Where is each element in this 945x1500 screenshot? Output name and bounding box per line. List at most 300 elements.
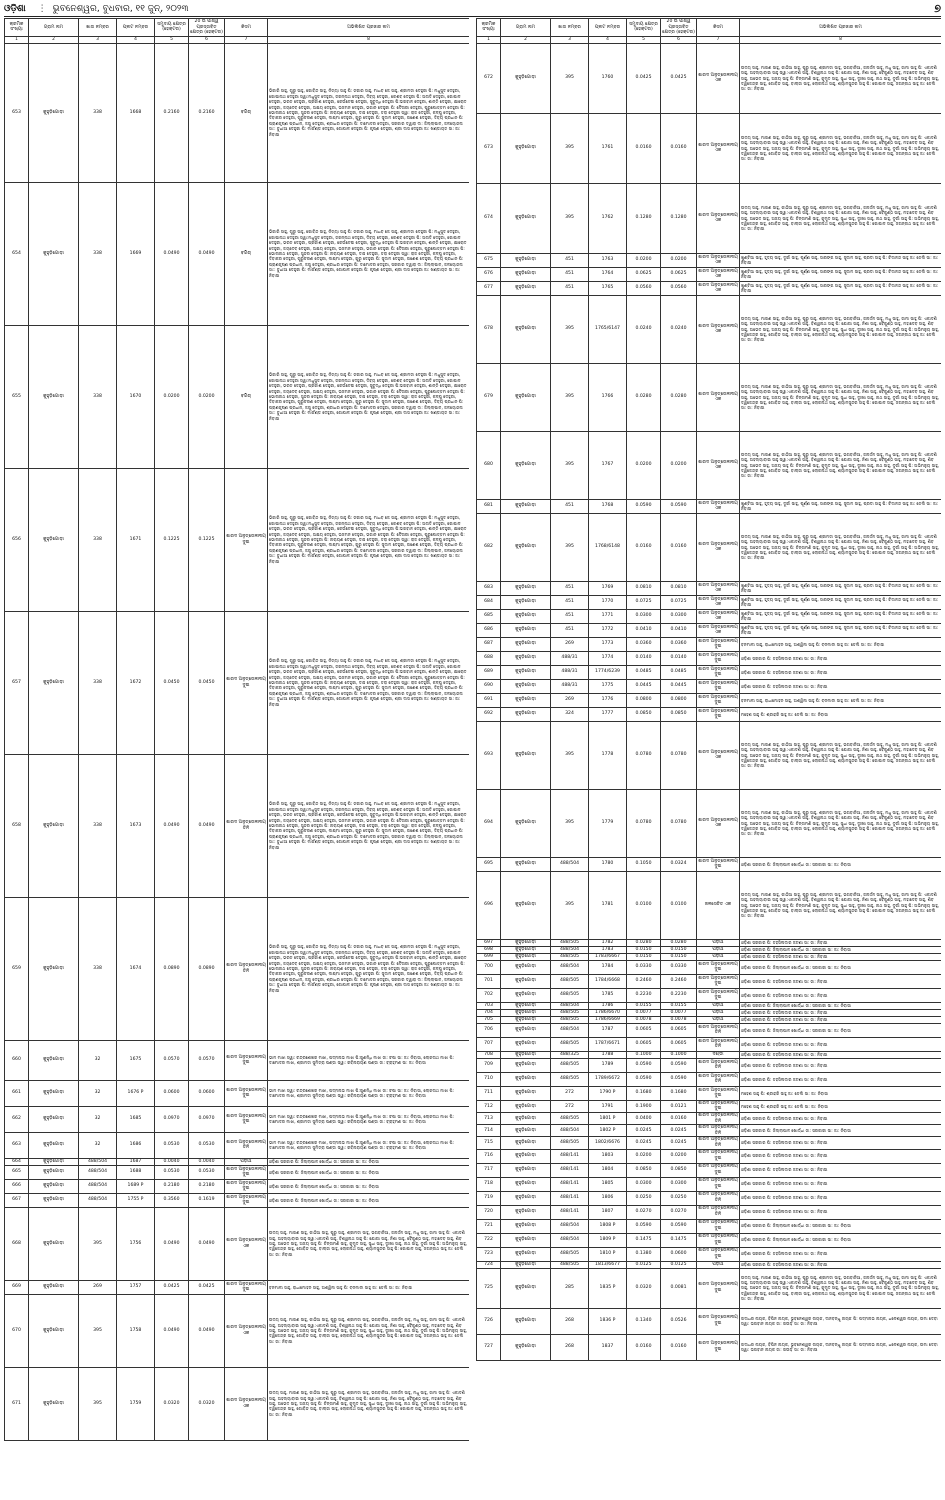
village-cell: କୁହୁଡ଼ିଗୋଡ଼ା [501, 183, 551, 253]
total-area-cell: 0.0725 [627, 595, 661, 609]
total-area-cell: 0.0570 [155, 1040, 189, 1080]
owner-names-cell: ଓଡ଼ିଶା ସରକାର ପି: ତହସିଲଦାର ଜଟଣୀ ସା: ଜା: ନିବାସୀ [740, 1016, 942, 1023]
owner-names-cell: ଓଡ଼ିଶା ସରକାର ପି: ତହସିଲଦାର ଜଟଣୀ ସା: ଜା: ନିବାସୀ [740, 1191, 942, 1205]
khata-cell: 488/505 [551, 1058, 589, 1072]
column-header: ଖାତା ନମ୍ବର [551, 19, 589, 37]
total-area-cell: 0.0780 [627, 789, 661, 857]
khata-cell: 395 [551, 363, 589, 431]
table-row [5, 1179, 470, 1193]
table-row [477, 253, 942, 267]
total-area-cell: 0.0425 [627, 43, 661, 113]
owner-names-cell: ବନମାଳୀ ସାହୁ, ରାଧାମୋହନ ସାହୁ, ଅଶ୍ୱିନୀ ସାହୁ ପି: ବନମାଳୀ ସାହୁ ଜା: ତେଲି ସା: ଜା: ନିବାସୀ [740, 693, 942, 707]
table-row [5, 1193, 470, 1207]
table-row [477, 499, 942, 513]
khata-cell: 338 [79, 43, 117, 182]
table-row [477, 363, 942, 431]
total-area-cell: 0.0590 [627, 1219, 661, 1233]
column-number-row [5, 36, 470, 43]
column-number: 2 [501, 36, 551, 43]
column-number: 6 [661, 36, 697, 43]
owner-names-cell: ଓଡ଼ିଶା ସରକାର ପି: ତହସିଲଦାର ଜଟଣୀ ସା: ଜା: ନିବାସୀ [740, 1177, 942, 1191]
owner-names-cell: ଓଡ଼ିଶା ସରକାର ପି: ତହସିଲଦାର ଜଟଣୀ ସା: ଜା: ନିବାସୀ [740, 974, 942, 988]
kisam-cell: ଶାରଦ ଅନୁତ୍ତୋଳନୀୟ ଦୁଇ [697, 1334, 740, 1360]
serial-cell: 692 [477, 707, 501, 721]
kisam-cell: ଶାରଦ ଅନୁତ୍ତୋଳନୀୟ ଏକ [225, 1207, 268, 1280]
village-cell: କୁହୁଡ଼ିଗୋଡ଼ା [501, 1037, 551, 1051]
table-row [477, 789, 942, 857]
plot-cell: 1807 [589, 1205, 627, 1219]
serial-cell: 723 [477, 1247, 501, 1261]
plot-cell: 1669 [117, 182, 155, 325]
table-row [477, 623, 942, 637]
owner-names-cell: ଓଡ଼ିଶା ସରକାର ପି: ତହସିଲଦାର ଜଟଣୀ ସା: ଜା: ନିବାସୀ [740, 953, 942, 960]
total-area-cell: 0.0605 [627, 1023, 661, 1037]
column-header: ଅଭିଲିଖିତ ପ୍ରଜାର ନାମ [268, 19, 470, 37]
village-cell: କୁହୁଡ଼ିଗୋଡ଼ା [501, 1137, 551, 1149]
serial-cell: 656 [5, 468, 29, 611]
proposed-area-cell: 0.0725 [661, 595, 697, 609]
column-number: 7 [225, 36, 268, 43]
serial-cell: 672 [477, 43, 501, 113]
owner-names-cell: ଗଦାଧର ନାୟକ, ବିପିନ ନାୟକ, ଭୁବନେଶ୍ୱର ନାୟକ, ଦୀନବନ୍ଧୁ ନାୟକ ପି: ପଦ୍ମନାଭ ନାୟକ, ଧଳେଶ୍ୱର ନାୟକ, ଉମା ଦେବୀ ସ୍ୱା: ଭଗବାନ ନାୟକ ଜା: ଗଉଡ଼ ସା: ଜା: ନିବାସୀ [740, 1334, 942, 1360]
table-row [477, 1037, 942, 1051]
proposed-area-cell: 0.0425 [189, 1280, 225, 1294]
khata-cell: 338 [79, 611, 117, 754]
kisam-cell: ଶାରଦ ଅନୁତ୍ତୋଳନୀୟ ଦୁଇ [698, 858, 738, 870]
serial-cell: 660 [5, 1040, 29, 1080]
table-row [477, 1100, 942, 1112]
serial-cell: 667 [5, 1193, 29, 1207]
kisam-cell: ଶାରଦ ଅନୁତ୍ତୋଳନୀୟ ତିନି [698, 1024, 738, 1036]
serial-cell: 699 [477, 953, 501, 960]
total-area-cell: 0.0077 [627, 1009, 661, 1016]
village-cell: କୁହୁଡ଼ିଗୋଡ଼ା [501, 1016, 551, 1023]
kisam-cell: ଶାରଦ ଅନୁତ୍ତୋଳନୀୟ ଏକ [697, 363, 740, 431]
plot-cell: 1789/6672 [589, 1072, 627, 1086]
village-cell: କୁହୁଡ଼ିଗୋଡ଼ା [501, 1058, 551, 1072]
owner-names-cell: ଉଦୟ ସାହୁ, ମାଗଣ ସାହୁ, କାଠିଆ ସାହୁ, ପୁରୁ ସାହୁ, ଶ୍ରୀମତୀ ସାହୁ, ଭଗବାନିଆ, ଜନାର୍ଦ୍ଦନ ସାହୁ, ମଧୁ ସାହୁ, ଜାମୀ ସାହୁ ପି: ଏକାଦଶି ସାହୁ, ଅହଲ୍ୟାବାଇ ସାହୁ ସ୍ୱା:ଏକାଦଶି ସାହୁ, ବିଶ୍ୱନାଥ ସାହୁ ପି: ଯୋଗୀ ସାହୁ, ନିଶା ସାହୁ, ବୈକୁଣ୍ଠ ସାହୁ, ମହାଦେବ ସାହୁ, ଶିବ ସାହୁ, ଅଭେଦ ସାହୁ, ଅଜୟ ସାହୁ ପି: ଚିନ୍ତାମଣି ସାହୁ, କୁମୁଦ ସାହୁ, ସୁଧା ସାହୁ, ଦୁଃଖୀ ସାହୁ, ନାଥ ସାହୁ, ଦୁର୍ଗା ସାହୁ ପି: ଅଭିମନ୍ୟୁ ସାହୁ, ଦ୍ୱିଜେନ୍ଦ୍ର ସାହୁ, ଗୋବିନ୍ଦ ସାହୁ, ବାଲାଜୀ ସାହୁ, ଲୋକନାଥ ସାହୁ, ଶ୍ୟାମସୁନ୍ଦର ସାହୁ ପି: ଗୋପାଳ ସାହୁ, ଜଗନ୍ନାଥ ସାହୁ ଜା: ତେଲି ସା: ଜା: ନିବାସୀ [740, 295, 942, 363]
proposed-area-cell: 0.0425 [661, 43, 697, 113]
proposed-area-cell: 0.0240 [661, 295, 697, 363]
kisam-cell: ଶାରଦ ଅନୁତ୍ତୋଳନୀୟ ଏକ [698, 268, 738, 280]
serial-cell: 697 [477, 939, 501, 946]
plot-cell: 1809 P [589, 1233, 627, 1247]
plot-cell: 1768/6148 [589, 513, 627, 581]
proposed-area-cell: 0.0560 [661, 281, 697, 295]
village-cell: କୁହୁଡ଼ିଗୋଡ଼ା [501, 581, 551, 595]
plot-cell: 1686 [117, 1132, 155, 1158]
serial-cell: 718 [477, 1177, 501, 1191]
header-row [477, 19, 942, 37]
serial-cell: 687 [477, 637, 501, 651]
plot-cell: 1757 [117, 1280, 155, 1294]
total-area-cell: 0.0200 [627, 253, 661, 267]
proposed-area-cell: 0.2460 [661, 974, 697, 988]
village-cell: କୁହୁଡ଼ିଗୋଡ଼ା [501, 974, 551, 988]
village-cell: କୁହୁଡ଼ିଗୋଡ଼ା [501, 1163, 551, 1177]
table-row [477, 960, 942, 974]
column-number: 3 [551, 36, 589, 43]
proposed-area-cell: 0.0245 [661, 1125, 697, 1137]
total-area-cell: 0.0300 [627, 609, 661, 623]
column-number: 6 [189, 36, 225, 43]
table-row [5, 1165, 470, 1179]
table-row [477, 1261, 942, 1268]
serial-cell: 686 [477, 623, 501, 637]
plot-cell: 1782 [589, 939, 627, 946]
serial-cell: 705 [477, 1016, 501, 1023]
serial-cell: 727 [477, 1334, 501, 1360]
khata-cell: 451 [551, 499, 589, 513]
kisam-cell: ଶାରଦ ଅନୁତ୍ତୋଳନୀୟ ଦୁଇ [225, 1106, 268, 1132]
owner-names-cell: ବନମାଳୀ ସାହୁ, ରାଧାମୋହନ ସାହୁ, ଅଶ୍ୱିନୀ ସାହୁ ପି: ବନମାଳୀ ସାହୁ ଜା: ତେଲି ସା: ଜା: ନିବାସୀ [740, 637, 942, 651]
serial-cell: 693 [477, 721, 501, 789]
serial-cell: 662 [5, 1106, 29, 1132]
proposed-area-cell: 0.0410 [661, 623, 697, 637]
owner-names-cell: ଉଦୟ ସାହୁ, ମାଗଣ ସାହୁ, କାଠିଆ ସାହୁ, ପୁରୁ ସାହୁ, ଶ୍ରୀମତୀ ସାହୁ, ଭଗବାନିଆ, ଜନାର୍ଦ୍ଦନ ସାହୁ, ମଧୁ ସାହୁ, ଜାମୀ ସାହୁ ପି: ଏକାଦଶି ସାହୁ, ଅହଲ୍ୟାବାଇ ସାହୁ ସ୍ୱା:ଏକାଦଶି ସାହୁ, ବିଶ୍ୱନାଥ ସାହୁ ପି: ଯୋଗୀ ସାହୁ, ନିଶା ସାହୁ, ବୈକୁଣ୍ଠ ସାହୁ, ମହାଦେବ ସାହୁ, ଶିବ ସାହୁ, ଅଭେଦ ସାହୁ, ଅଜୟ ସାହୁ ପି: ଚିନ୍ତାମଣି ସାହୁ, କୁମୁଦ ସାହୁ, ସୁଧା ସାହୁ, ଦୁଃଖୀ ସାହୁ, ନାଥ ସାହୁ, ଦୁର୍ଗା ସାହୁ ପି: ଅଭିମନ୍ୟୁ ସାହୁ, ଦ୍ୱିଜେନ୍ଦ୍ର ସାହୁ, ଗୋବିନ୍ଦ ସାହୁ, ବାଲାଜୀ ସାହୁ, ଲୋକନାଥ ସାହୁ, ଶ୍ୟାମସୁନ୍ଦର ସାହୁ ପି: ଗୋପାଳ ସାହୁ, ଜଗନ୍ନାଥ ସାହୁ ଜା: ତେଲି ସା: ଜା: ନିବାସୀ [268, 1294, 470, 1367]
serial-cell: 710 [477, 1072, 501, 1086]
village-cell: କୁହୁଡ଼ିଗୋଡ଼ା [29, 897, 79, 1040]
total-area-cell: 0.0100 [627, 871, 661, 939]
kisam-cell: ଶାରଦ ଅନୁତ୍ତୋଳନୀୟ ଦୁଇ [226, 1194, 266, 1206]
kisam-cell: ଶାରଦ ଅନୁତ୍ତୋଳନୀୟ ଦୁଇ [698, 1234, 738, 1246]
kisam-cell: ଶାରଦ ଅନୁତ୍ତୋଳନୀୟ ଏକ [698, 254, 738, 266]
total-area-cell: 0.0125 [627, 1261, 661, 1268]
khata-cell: 488/504 [551, 1002, 589, 1009]
proposed-area-cell: 0.0450 [189, 611, 225, 754]
proposed-area-cell: 0.0250 [661, 1191, 697, 1205]
table-row [477, 707, 942, 721]
kisam-cell: ଶାରଦ ଅନୁତ୍ତୋଳନୀୟ ତିନି [698, 1206, 738, 1218]
proposed-area-cell: 0.0200 [661, 431, 697, 499]
owner-names-cell: ଓଡ଼ିଶା ସରକାର ପି: ଜିଲ୍ଲାପାଳ ଖୋର୍ଦ୍ଧା ଜା: ସରକାରୀ ସା: ଜା: ନିବାସୀ [268, 1158, 470, 1165]
khata-cell: 488/505 [551, 1072, 589, 1086]
owner-names-cell: ଓଡ଼ିଶା ସରକାର ପି: ତହସିଲଦାର ଜଟଣୀ ସା: ଜା: ନିବାସୀ [740, 1261, 942, 1268]
plot-cell: 1837 [589, 1334, 627, 1360]
plot-cell: 1804 [589, 1163, 627, 1177]
column-number: 1 [477, 36, 501, 43]
column-number: 5 [627, 36, 661, 43]
khata-cell: 32 [79, 1080, 117, 1106]
kisam-cell: ଶାରଦ ଅନୁତ୍ତୋଳନୀୟ ଦୁଇ [697, 1308, 740, 1334]
khata-cell: 488/505 [551, 953, 589, 960]
kisam-cell: ପଡ଼ିଆ [225, 1158, 268, 1165]
table-row [5, 1132, 470, 1158]
column-header: ସମୁଦାୟ କ୍ଷେତ୍ର (ହେକ୍ଟର) [155, 19, 189, 37]
khata-cell: 488/141 [551, 1205, 589, 1219]
serial-cell: 681 [477, 499, 501, 513]
total-area-cell: 0.0590 [627, 499, 661, 513]
owner-names-cell: ଓଡ଼ିଶା ସରକାର ପି: ତହସିଲଦାର ଜଟଣୀ ସା: ଜା: ନିବାସୀ [740, 1051, 942, 1058]
village-cell: କୁହୁଡ଼ିଗୋଡ଼ା [501, 960, 551, 974]
plot-cell: 1759 [117, 1367, 155, 1440]
khata-cell: 488/504 [551, 960, 589, 974]
owner-names-cell: ଭିକାରି ସାହୁ, ଗୁରୁ ସାହୁ, ଗୋବିନ୍ଦ ସାହୁ, ନିତ୍ୟା ସାହୁ ପି: ଜଗୀର ସାହୁ, ମାଧବ ଜେ ସାହୁ, ଶ୍ରୀମତୀ ଦେହୁରୀ ପି: ମଧୁସୁଦ ଦେହୁରୀ, ଗୋପୀନାଥ ଦେହୁରୀ ସ୍ୱା:ମଧୁସୁଦ ଦେହୁରୀ, ଜଗନ୍ନାଥ ଦେହୁରୀ, ଦିବ୍ୟ ଦେହୁରୀ, କେଶବ ଦେହୁରୀ ପି: ଅନାଦି ଦେହୁରୀ, ଗୋପାଳ ଦେହୁରୀ, ଭରତ ଦେହୁରୀ, ପ୍ରକାଶ ଦେହୁରୀ, କେଉଁଟେଇ ଦେହୁରୀ, ସୁବୁଦ୍ଧି ଦେହୁରୀ ପି:ଭଗବାନ ଦେହୁରୀ, ଶାନ୍ତି ଦେହୁରୀ, କ୍ଷୀରୋଦ ଦେହୁରୀ, ଜୟଦେବ ଦେହୁରୀ, ଅକ୍ଷୟ ଦେହୁରୀ, ଭଜମନ ଦେହୁରୀ, ଭଗାନ ଦେହୁରୀ ପି: ଦୈତାରୀ ଦେହୁରୀ, ପୁରୁଷୋତ୍ତମ ଦେହୁରୀ ପି: ଭୋଳାନାଥ ଦେହୁରୀ, ସୁନ୍ଦର ଦେହୁରୀ ପି: ନାରାୟଣ ଦେହୁରୀ, ଦାସ ଦେହୁରୀ, ତରା ଦେହୁରୀ ସ୍ୱା: ରାଜ ଦେହୁରୀ, କଳ୍ପୁ ଦେହୁରୀ, ଦିବାକର ଦେହୁରୀ, ଗୁରୁଚରଣ ଦେହୁରୀ, ଲକ୍ଷ୍ମୀ ଦେହୁରୀ, ଗୁରୁ ଦେହୁରୀ ପି: ସୁଦାମ ଦେହୁରୀ, ଗଣେଶ ଦେହୁରୀ, ଦିବ୍ୟ ପ୍ରଧାନ ପି: ପ୍ରାଣକୃଷ୍ଣ ପ୍ରଧାନ, ଜଗୁ ଦେହୁରୀ, ଶ୍ରୀଧର ଦେହୁରୀ ପି: ଦାମୋଦର ଦେହୁରୀ, ସରକାର ଦ୍ୱାରା ଦା: ଜିଲ୍ଲାପାଳ, ଜଳୟୋଜନା ସା:: ବୁଧୀଆ ଦେହୁରୀ ପି: ମାର୍କଣ୍ଡ ଦେହୁରୀ, ଗୋପାଳ ଦେହୁରୀ ପି: କୃଷ୍ଣ ଦେହୁରୀ, ଶ୍ରୀ ଦାସ ଦେହୁରୀ ଜା: ଖଣ୍ଡାୟତ ସା: ଜା: ନିବାସୀ [268, 897, 470, 1040]
owner-names-cell: ଭୀମ ମାଝୀ ସ୍ୱା: ଚନ୍ଦ୍ରଶେଖର ମାଝୀ, ପଦ୍ମନାଭ ମାଝୀ ପି:ଗୁଣନିଧି ମାଝୀ ଜା: ଚଷା ସା: ଜା: ନିବାସୀ, ଲୋକନାଥ ମାଝୀ ପି: ଦାମୋଦର ମାଝୀ, ଶ୍ରୀମତୀ ସୁମିତ୍ରା ପଣ୍ଡା ସ୍ୱା: ରବିନାରାୟଣ ପଣ୍ଡା ଜା: ବ୍ରାହ୍ମଣ ସା: ଜା: ନିବାସୀ [268, 1040, 470, 1080]
total-area-cell: 0.2230 [627, 988, 661, 1002]
serial-cell: 715 [477, 1137, 501, 1149]
village-cell: କୁହୁଡ଼ିଗୋଡ଼ା [29, 1040, 79, 1080]
total-area-cell: 0.0490 [155, 182, 189, 325]
khata-cell: 488/31 [551, 679, 589, 693]
plot-cell: 1785 [589, 988, 627, 1002]
plot-cell: 1773 [589, 637, 627, 651]
owner-names-cell: ଓଡ଼ିଶା ସରକାର ପି: ଜିଲ୍ଲାପାଳ ଖୋର୍ଦ୍ଧା ଜା: ସରକାରୀ ସା: ଜା: ନିବାସୀ [740, 1125, 942, 1137]
table-row [477, 1268, 942, 1308]
plot-cell: 1787 [589, 1023, 627, 1037]
table-row [477, 1002, 942, 1009]
village-cell: କୁହୁଡ଼ିଗୋଡ଼ା [501, 1268, 551, 1308]
plot-cell: 1806 [589, 1191, 627, 1205]
total-area-cell: 0.0485 [627, 665, 661, 679]
owner-names-cell: ଭୀମ ମାଝୀ ସ୍ୱା: ଚନ୍ଦ୍ରଶେଖର ମାଝୀ, ପଦ୍ମନାଭ ମାଝୀ ପି:ଗୁଣନିଧି ମାଝୀ ଜା: ଚଷା ସା: ଜା: ନିବାସୀ, ଲୋକନାଥ ମାଝୀ ପି: ଦାମୋଦର ମାଝୀ, ଶ୍ରୀମତୀ ସୁମିତ୍ରା ପଣ୍ଡା ସ୍ୱା: ରବିନାରାୟଣ ପଣ୍ଡା ଜା: ବ୍ରାହ୍ମଣ ସା: ଜା: ନିବାସୀ [268, 1132, 470, 1158]
proposed-area-cell: 0.0625 [661, 267, 697, 281]
table-row [477, 665, 942, 679]
serial-cell: 684 [477, 595, 501, 609]
owner-names-cell: ଓଡ଼ିଶା ସରକାର ପି: ତହସିଲଦାର ଜଟଣୀ ସା: ଜା: ନିବାସୀ [740, 1205, 942, 1219]
khata-cell: 488/141 [551, 1149, 589, 1163]
village-cell: କୁହୁଡ଼ିଗୋଡ଼ା [29, 1165, 79, 1179]
total-area-cell: 0.0530 [155, 1165, 189, 1179]
proposed-area-cell: 0.0270 [661, 1205, 697, 1219]
total-area-cell: 0.0300 [627, 1177, 661, 1191]
khata-cell: 395 [551, 513, 589, 581]
kisam-cell: ଶାରଦ ଅନୁତ୍ତୋଳନୀୟ ଏକ [698, 282, 738, 294]
plot-cell: 1790 P [589, 1086, 627, 1100]
serial-cell: 694 [477, 789, 501, 857]
khata-cell: 395 [79, 1294, 117, 1367]
owner-names-cell: ବନମାଳୀ ସାହୁ, ରାଧାମୋହନ ସାହୁ, ଅଶ୍ୱିନୀ ସାହୁ ପି: ବନମାଳୀ ସାହୁ ଜା: ତେଲି ସା: ଜା: ନିବାସୀ [268, 1280, 470, 1294]
khata-cell: 338 [79, 182, 117, 325]
proposed-area-cell: 0.0121 [661, 1100, 697, 1112]
table-row [477, 1233, 942, 1247]
proposed-area-cell: 0.0081 [661, 1268, 697, 1308]
kisam-cell: ଶାରଦ ଅନୁତ୍ତୋଳନୀୟ ତିନି [698, 1125, 738, 1136]
plot-cell: 1670 [117, 325, 155, 468]
village-cell: କୁହୁଡ଼ିଗୋଡ଼ା [501, 1177, 551, 1191]
table-row [477, 295, 942, 363]
serial-cell: 682 [477, 513, 501, 581]
owner-names-cell: ଖୁଣ୍ଟିଆ ସାହୁ, ହୃଦ୍‌ୟ ସାହୁ, ଦୁର୍ଗା ସାହୁ, ପୂର୍ଣ୍ଣ ସାହୁ, ସାରଙ୍ଗ ସାହୁ, ସୁଦାମ ସାହୁ, ପ୍ରଦୀ ସାହୁ ପି: ଚିଦାନନ୍ଦ ସାହୁ ଜା: ତେଲି ସା: ଜା: ନିବାସୀ [740, 253, 942, 267]
table-row [477, 1086, 942, 1100]
kisam-cell: ଶାରଦ ଅନୁତ୍ତୋଳନୀୟ ଏକ [698, 624, 738, 636]
total-area-cell: 0.1000 [627, 1051, 661, 1058]
plot-cell: 1786/6669 [589, 1016, 627, 1023]
table-row [477, 281, 942, 295]
village-cell: କୁହୁଡ଼ିଗୋଡ଼ା [501, 595, 551, 609]
plot-cell: 1688 [117, 1165, 155, 1179]
owner-names-cell: ଓଡ଼ିଶା ସରକାର ପି: ତହସିଲଦାର ଜଟଣୀ ସା: ଜା: ନିବାସୀ [740, 1037, 942, 1051]
owner-names-cell: ଓଡ଼ିଶା ସରକାର ପି: ତହସିଲଦାର ଜଟଣୀ ସା: ଜା: ନିବାସୀ [740, 665, 942, 679]
table-row [477, 113, 942, 183]
serial-cell: 704 [477, 1009, 501, 1016]
place-date: ଭୁବନେଶ୍ୱର, ବୁଧବାର, ୧୧ ଜୁନ୍‌, ୨୦୨୩ [52, 4, 189, 14]
village-cell: କୁହୁଡ଼ିଗୋଡ଼ା [501, 1308, 551, 1334]
proposed-area-cell: 0.0850 [661, 1163, 697, 1177]
kisam-cell: ଶାରଦ ଅନୁତ୍ତୋଳନୀୟ ଏକ [225, 1294, 268, 1367]
owner-names-cell: ଉଦୟ ସାହୁ, ମାଗଣ ସାହୁ, କାଠିଆ ସାହୁ, ପୁରୁ ସାହୁ, ଶ୍ରୀମତୀ ସାହୁ, ଭଗବାନିଆ, ଜନାର୍ଦ୍ଦନ ସାହୁ, ମଧୁ ସାହୁ, ଜାମୀ ସାହୁ ପି: ଏକାଦଶି ସାହୁ, ଅହଲ୍ୟାବାଇ ସାହୁ ସ୍ୱା:ଏକାଦଶି ସାହୁ, ବିଶ୍ୱନାଥ ସାହୁ ପି: ଯୋଗୀ ସାହୁ, ନିଶା ସାହୁ, ବୈକୁଣ୍ଠ ସାହୁ, ମହାଦେବ ସାହୁ, ଶିବ ସାହୁ, ଅଭେଦ ସାହୁ, ଅଜୟ ସାହୁ ପି: ଚିନ୍ତାମଣି ସାହୁ, କୁମୁଦ ସାହୁ, ସୁଧା ସାହୁ, ଦୁଃଖୀ ସାହୁ, ନାଥ ସାହୁ, ଦୁର୍ଗା ସାହୁ ପି: ଅଭିମନ୍ୟୁ ସାହୁ, ଦ୍ୱିଜେନ୍ଦ୍ର ସାହୁ, ଗୋବିନ୍ଦ ସାହୁ, ବାଲାଜୀ ସାହୁ, ଲୋକନାଥ ସାହୁ, ଶ୍ୟାମସୁନ୍ଦର ସାହୁ ପି: ଗୋପାଳ ସାହୁ, ଜଗନ୍ନାଥ ସାହୁ ଜା: ତେଲି ସା: ଜା: ନିବାସୀ [268, 1367, 470, 1440]
village-cell: କୁହୁଡ଼ିଗୋଡ଼ା [29, 1294, 79, 1367]
table-row [477, 871, 942, 939]
village-cell: କୁହୁଡ଼ିଗୋଡ଼ା [29, 1106, 79, 1132]
total-area-cell: 0.0150 [627, 953, 661, 960]
kisam-cell: ଶାରଦ ଅନୁତ୍ତୋଳନୀୟ ତିନି [698, 1112, 738, 1124]
village-cell: କୁହୁଡ଼ିଗୋଡ଼ା [501, 1219, 551, 1233]
khata-cell: 451 [551, 581, 589, 595]
total-area-cell: 0.3560 [155, 1193, 189, 1207]
proposed-area-cell: 0.0490 [189, 754, 225, 897]
village-cell: କୁହୁଡ଼ିଗୋଡ଼ା [501, 693, 551, 707]
total-area-cell: 0.0625 [627, 267, 661, 281]
table-row [5, 182, 470, 325]
serial-cell: 711 [477, 1086, 501, 1100]
village-cell: କୁହୁଡ଼ିଗୋଡ଼ା [501, 679, 551, 693]
plot-cell: 1763 [589, 253, 627, 267]
total-area-cell: 0.0140 [627, 651, 661, 665]
table-row [5, 1207, 470, 1280]
table-row [477, 1072, 942, 1086]
plot-cell: 1783/6667 [589, 953, 627, 960]
village-cell: କୁହୁଡ଼ିଗୋଡ଼ା [501, 707, 551, 721]
plot-cell: 1802/6676 [589, 1137, 627, 1149]
total-area-cell: 0.0040 [155, 1158, 189, 1165]
khata-cell: 488/505 [551, 1137, 589, 1149]
plot-cell: 1805 [589, 1177, 627, 1191]
owner-names-cell: ଉଦୟ ସାହୁ, ମାଗଣ ସାହୁ, କାଠିଆ ସାହୁ, ପୁରୁ ସାହୁ, ଶ୍ରୀମତୀ ସାହୁ, ଭଗବାନିଆ, ଜନାର୍ଦ୍ଦନ ସାହୁ, ମଧୁ ସାହୁ, ଜାମୀ ସାହୁ ପି: ଏକାଦଶି ସାହୁ, ଅହଲ୍ୟାବାଇ ସାହୁ ସ୍ୱା:ଏକାଦଶି ସାହୁ, ବିଶ୍ୱନାଥ ସାହୁ ପି: ଯୋଗୀ ସାହୁ, ନିଶା ସାହୁ, ବୈକୁଣ୍ଠ ସାହୁ, ମହାଦେବ ସାହୁ, ଶିବ ସାହୁ, ଅଭେଦ ସାହୁ, ଅଜୟ ସାହୁ ପି: ଚିନ୍ତାମଣି ସାହୁ, କୁମୁଦ ସାହୁ, ସୁଧା ସାହୁ, ଦୁଃଖୀ ସାହୁ, ନାଥ ସାହୁ, ଦୁର୍ଗା ସାହୁ ପି: ଅଭିମନ୍ୟୁ ସାହୁ, ଦ୍ୱିଜେନ୍ଦ୍ର ସାହୁ, ଗୋବିନ୍ଦ ସାହୁ, ବାଲାଜୀ ସାହୁ, ଲୋକନାଥ ସାହୁ, ଶ୍ୟାମସୁନ୍ଦର ସାହୁ ପି: ଗୋପାଳ ସାହୁ, ଜଗନ୍ନାଥ ସାହୁ ଜା: ତେଲି ସା: ଜା: ନିବାସୀ [740, 513, 942, 581]
column-number: 4 [117, 36, 155, 43]
table-row [477, 637, 942, 651]
total-area-cell: 0.0078 [627, 1016, 661, 1023]
serial-cell: 724 [477, 1261, 501, 1268]
khata-cell: 451 [551, 595, 589, 609]
khata-cell: 338 [79, 468, 117, 611]
serial-cell: 726 [477, 1308, 501, 1334]
total-area-cell: 0.0330 [627, 960, 661, 974]
proposed-area-cell: 0.0280 [661, 939, 697, 946]
kisam-cell: ଶାରଦ ଅନୁତ୍ତୋଳନୀୟ ଦୁଇ [698, 1150, 738, 1162]
plot-cell: 1784/6668 [589, 974, 627, 988]
table-row [477, 1149, 942, 1163]
owner-names-cell: ଓଡ଼ିଶା ସରକାର ପି: ତହସିଲଦାର ଜଟଣୀ ସା: ଜା: ନିବାସୀ [740, 679, 942, 693]
owner-names-cell: ମହେଶ ସାହୁ ପି: ଶ୍ରୀହରି ସାହୁ ଜା: ତେଲି ସା: ଜା: ନିବାସୀ [740, 707, 942, 721]
table-row [477, 183, 942, 253]
plot-cell: 1769 [589, 581, 627, 595]
owner-names-cell: ଓଡ଼ିଶା ସରକାର ପି: ଜିଲ୍ଲାପାଳ ଖୋର୍ଦ୍ଧା ଜା: ସରକାରୀ ସା: ଜା: ନିବାସୀ [740, 1023, 942, 1037]
plot-cell: 1766 [589, 363, 627, 431]
kisam-cell: ଶାରଦ ଅନୁତ୍ତୋଳନୀୟ ଦୁଇ [698, 708, 738, 720]
owner-names-cell: ଭିକାରି ସାହୁ, ଗୁରୁ ସାହୁ, ଗୋବିନ୍ଦ ସାହୁ, ନିତ୍ୟା ସାହୁ ପି: ଜଗୀର ସାହୁ, ମାଧବ ଜେ ସାହୁ, ଶ୍ରୀମତୀ ଦେହୁରୀ ପି: ମଧୁସୁଦ ଦେହୁରୀ, ଗୋପୀନାଥ ଦେହୁରୀ ସ୍ୱା:ମଧୁସୁଦ ଦେହୁରୀ, ଜଗନ୍ନାଥ ଦେହୁରୀ, ଦିବ୍ୟ ଦେହୁରୀ, କେଶବ ଦେହୁରୀ ପି: ଅନାଦି ଦେହୁରୀ, ଗୋପାଳ ଦେହୁରୀ, ଭରତ ଦେହୁରୀ, ପ୍ରକାଶ ଦେହୁରୀ, କେଉଁଟେଇ ଦେହୁରୀ, ସୁବୁଦ୍ଧି ଦେହୁରୀ ପି:ଭଗବାନ ଦେହୁରୀ, ଶାନ୍ତି ଦେହୁରୀ, କ୍ଷୀରୋଦ ଦେହୁରୀ, ଜୟଦେବ ଦେହୁରୀ, ଅକ୍ଷୟ ଦେହୁରୀ, ଭଜମନ ଦେହୁରୀ, ଭଗାନ ଦେହୁରୀ ପି: ଦୈତାରୀ ଦେହୁରୀ, ପୁରୁଷୋତ୍ତମ ଦେହୁରୀ ପି: ଭୋଳାନାଥ ଦେହୁରୀ, ସୁନ୍ଦର ଦେହୁରୀ ପି: ନାରାୟଣ ଦେହୁରୀ, ଦାସ ଦେହୁରୀ, ତରା ଦେହୁରୀ ସ୍ୱା: ରାଜ ଦେହୁରୀ, କଳ୍ପୁ ଦେହୁରୀ, ଦିବାକର ଦେହୁରୀ, ଗୁରୁଚରଣ ଦେହୁରୀ, ଲକ୍ଷ୍ମୀ ଦେହୁରୀ, ଗୁରୁ ଦେହୁରୀ ପି: ସୁଦାମ ଦେହୁରୀ, ଗଣେଶ ଦେହୁରୀ, ଦିବ୍ୟ ପ୍ରଧାନ ପି: ପ୍ରାଣକୃଷ୍ଣ ପ୍ରଧାନ, ଜଗୁ ଦେହୁରୀ, ଶ୍ରୀଧର ଦେହୁରୀ ପି: ଦାମୋଦର ଦେହୁରୀ, ସରକାର ଦ୍ୱାରା ଦା: ଜିଲ୍ଲାପାଳ, ଜଳୟୋଜନା ସା:: ବୁଧୀଆ ଦେହୁରୀ ପି: ମାର୍କଣ୍ଡ ଦେହୁରୀ, ଗୋପାଳ ଦେହୁରୀ ପି: କୃଷ୍ଣ ଦେହୁରୀ, ଶ୍ରୀ ଦାସ ଦେହୁରୀ ଜା: ଖଣ୍ଡାୟତ ସା: ଜା: ନିବାସୀ [268, 611, 470, 754]
total-area-cell: 0.0270 [627, 1205, 661, 1219]
total-area-cell: 0.0445 [627, 679, 661, 693]
kisam-cell: ଦଣ୍ଡା [697, 1051, 740, 1058]
table-row [477, 1177, 942, 1191]
khata-cell: 488/141 [551, 1177, 589, 1191]
table-row [5, 1158, 470, 1165]
proposed-area-cell: 0.0850 [661, 707, 697, 721]
kisam-cell: ଶାରଦ ଅନୁତ୍ତୋଳନୀୟ ଏକ [697, 295, 740, 363]
column-number: 8 [740, 36, 942, 43]
column-header: ସମୁଦାୟ କ୍ଷେତ୍ର (ହେକ୍ଟର) [627, 19, 661, 37]
plot-cell: 1675 [117, 1040, 155, 1080]
serial-cell: 683 [477, 581, 501, 595]
khata-cell: 488/504 [79, 1193, 117, 1207]
kisam-cell: ଶାରଦ ଅନୁତ୍ତୋଳନୀୟ ଦୁଇ [226, 1281, 266, 1293]
proposed-area-cell: 0.0330 [661, 960, 697, 974]
plot-cell: 1689 P [117, 1179, 155, 1193]
owner-names-cell: ଓଡ଼ିଶା ସରକାର ପି: ତହସିଲଦାର ଜଟଣୀ ସା: ଜା: ନିବାସୀ [740, 1009, 942, 1016]
plot-cell: 1771 [589, 609, 627, 623]
serial-cell: 679 [477, 363, 501, 431]
owner-names-cell: ଓଡ଼ିଶା ସରକାର ପି: ଜିଲ୍ଲାପାଳ ଖୋର୍ଦ୍ଧା ଜା: ସରକାରୀ ସା: ଜା: ନିବାସୀ [740, 946, 942, 953]
serial-cell: 653 [5, 43, 29, 182]
village-cell: କୁହୁଡ଼ିଗୋଡ଼ା [501, 1100, 551, 1112]
khata-cell: 488/505 [551, 988, 589, 1002]
plot-cell: 1685 [117, 1106, 155, 1132]
village-cell: କୁହୁଡ଼ିଗୋଡ଼ା [501, 1149, 551, 1163]
kisam-cell: ଶାରଦ ଅନୁତ୍ତୋଳନୀୟ ଦୁଇ [698, 680, 738, 692]
owner-names-cell: ଓଡ଼ିଶା ସରକାର ପି: ଜିଲ୍ଲାପାଳ ଖୋର୍ଦ୍ଧା ଜା: ସରକାରୀ ସା: ଜା: ନିବାସୀ [740, 857, 942, 871]
plot-cell: 1777 [589, 707, 627, 721]
plot-cell: 1776 [589, 693, 627, 707]
village-cell: କୁହୁଡ଼ିଗୋଡ଼ା [29, 611, 79, 754]
column-number: 7 [697, 36, 740, 43]
kisam-cell: ବଗିଚା [225, 43, 268, 182]
plot-cell: 1787/6671 [589, 1037, 627, 1051]
kisam-cell: ଶାରଦ ଅନୁତ୍ତୋଳନୀୟ ଏକ [698, 610, 738, 622]
khata-cell: 395 [551, 789, 589, 857]
left-column [4, 18, 469, 1496]
khata-cell: 488/505 [551, 1016, 589, 1023]
khata-cell: 268 [551, 1334, 589, 1360]
khata-cell: 395 [551, 183, 589, 253]
plot-cell: 1808 P [589, 1219, 627, 1233]
owner-names-cell: ଉଦୟ ସାହୁ, ମାଗଣ ସାହୁ, କାଠିଆ ସାହୁ, ପୁରୁ ସାହୁ, ଶ୍ରୀମତୀ ସାହୁ, ଭଗବାନିଆ, ଜନାର୍ଦ୍ଦନ ସାହୁ, ମଧୁ ସାହୁ, ଜାମୀ ସାହୁ ପି: ଏକାଦଶି ସାହୁ, ଅହଲ୍ୟାବାଇ ସାହୁ ସ୍ୱା:ଏକାଦଶି ସାହୁ, ବିଶ୍ୱନାଥ ସାହୁ ପି: ଯୋଗୀ ସାହୁ, ନିଶା ସାହୁ, ବୈକୁଣ୍ଠ ସାହୁ, ମହାଦେବ ସାହୁ, ଶିବ ସାହୁ, ଅଭେଦ ସାହୁ, ଅଜୟ ସାହୁ ପି: ଚିନ୍ତାମଣି ସାହୁ, କୁମୁଦ ସାହୁ, ସୁଧା ସାହୁ, ଦୁଃଖୀ ସାହୁ, ନାଥ ସାହୁ, ଦୁର୍ଗା ସାହୁ ପି: ଅଭିମନ୍ୟୁ ସାହୁ, ଦ୍ୱିଜେନ୍ଦ୍ର ସାହୁ, ଗୋବିନ୍ଦ ସାହୁ, ବାଲାଜୀ ସାହୁ, ଲୋକନାଥ ସାହୁ, ଶ୍ୟାମସୁନ୍ଦର ସାହୁ ପି: ଗୋପାଳ ସାହୁ, ଜଗନ୍ନାଥ ସାହୁ ଜା: ତେଲି ସା: ଜା: ନିବାସୀ [740, 183, 942, 253]
owner-names-cell: ଖୁଣ୍ଟିଆ ସାହୁ, ହୃଦ୍‌ୟ ସାହୁ, ଦୁର୍ଗା ସାହୁ, ପୂର୍ଣ୍ଣ ସାହୁ, ସାରଙ୍ଗ ସାହୁ, ସୁଦାମ ସାହୁ, ପ୍ରଦୀ ସାହୁ ପି: ଚିଦାନନ୍ଦ ସାହୁ ଜା: ତେଲି ସା: ଜା: ନିବାସୀ [740, 609, 942, 623]
plot-cell: 1788 [589, 1051, 627, 1058]
serial-cell: 720 [477, 1205, 501, 1219]
plot-cell: 1672 [117, 611, 155, 754]
plot-cell: 1801 P [589, 1112, 627, 1124]
khata-cell: 338 [79, 754, 117, 897]
kisam-cell: ଜଳସେଚିତ ଏକ [697, 871, 740, 939]
total-area-cell: 0.0400 [627, 1112, 661, 1124]
masthead-separator: ⋮ [37, 4, 47, 14]
plot-cell: 1786 [589, 1002, 627, 1009]
village-cell: କୁହୁଡ଼ିଗୋଡ଼ା [501, 1009, 551, 1016]
total-area-cell: 0.0250 [627, 1191, 661, 1205]
khata-cell: 488/31 [551, 651, 589, 665]
column-header: କିସମ [225, 19, 268, 37]
plot-cell: 1673 [117, 754, 155, 897]
proposed-area-cell: 0.0300 [661, 1177, 697, 1191]
serial-cell: 695 [477, 857, 501, 871]
proposed-area-cell: 0.2160 [189, 43, 225, 182]
plot-cell: 1780 [589, 857, 627, 871]
owner-names-cell: ଭିକାରି ସାହୁ, ଗୁରୁ ସାହୁ, ଗୋବିନ୍ଦ ସାହୁ, ନିତ୍ୟା ସାହୁ ପି: ଜଗୀର ସାହୁ, ମାଧବ ଜେ ସାହୁ, ଶ୍ରୀମତୀ ଦେହୁରୀ ପି: ମଧୁସୁଦ ଦେହୁରୀ, ଗୋପୀନାଥ ଦେହୁରୀ ସ୍ୱା:ମଧୁସୁଦ ଦେହୁରୀ, ଜଗନ୍ନାଥ ଦେହୁରୀ, ଦିବ୍ୟ ଦେହୁରୀ, କେଶବ ଦେହୁରୀ ପି: ଅନାଦି ଦେହୁରୀ, ଗୋପାଳ ଦେହୁରୀ, ଭରତ ଦେହୁରୀ, ପ୍ରକାଶ ଦେହୁରୀ, କେଉଁଟେଇ ଦେହୁରୀ, ସୁବୁଦ୍ଧି ଦେହୁରୀ ପି:ଭଗବାନ ଦେହୁରୀ, ଶାନ୍ତି ଦେହୁରୀ, କ୍ଷୀରୋଦ ଦେହୁରୀ, ଜୟଦେବ ଦେହୁରୀ, ଅକ୍ଷୟ ଦେହୁରୀ, ଭଜମନ ଦେହୁରୀ, ଭଗାନ ଦେହୁରୀ ପି: ଦୈତାରୀ ଦେହୁରୀ, ପୁରୁଷୋତ୍ତମ ଦେହୁରୀ ପି: ଭୋଳାନାଥ ଦେହୁରୀ, ସୁନ୍ଦର ଦେହୁରୀ ପି: ନାରାୟଣ ଦେହୁରୀ, ଦାସ ଦେହୁରୀ, ତରା ଦେହୁରୀ ସ୍ୱା: ରାଜ ଦେହୁରୀ, କଳ୍ପୁ ଦେହୁରୀ, ଦିବାକର ଦେହୁରୀ, ଗୁରୁଚରଣ ଦେହୁରୀ, ଲକ୍ଷ୍ମୀ ଦେହୁରୀ, ଗୁରୁ ଦେହୁରୀ ପି: ସୁଦାମ ଦେହୁରୀ, ଗଣେଶ ଦେହୁରୀ, ଦିବ୍ୟ ପ୍ରଧାନ ପି: ପ୍ରାଣକୃଷ୍ଣ ପ୍ରଧାନ, ଜଗୁ ଦେହୁରୀ, ଶ୍ରୀଧର ଦେହୁରୀ ପି: ଦାମୋଦର ଦେହୁରୀ, ସରକାର ଦ୍ୱାରା ଦା: ଜିଲ୍ଲାପାଳ, ଜଳୟୋଜନା ସା:: ବୁଧୀଆ ଦେହୁରୀ ପି: ମାର୍କଣ୍ଡ ଦେହୁରୀ, ଗୋପାଳ ଦେହୁରୀ ପି: କୃଷ୍ଣ ଦେହୁରୀ, ଶ୍ରୀ ଦାସ ଦେହୁରୀ ଜା: ଖଣ୍ଡାୟତ ସା: ଜା: ନିବାସୀ [268, 43, 470, 182]
table-row [477, 595, 942, 609]
proposed-area-cell: 0.0125 [661, 1261, 697, 1268]
column-header: କିସମ [697, 19, 740, 37]
total-area-cell: 0.1280 [627, 183, 661, 253]
khata-cell: 488/504 [551, 1023, 589, 1037]
khata-cell: 488/325 [551, 1051, 589, 1058]
khata-cell: 488/505 [551, 974, 589, 988]
serial-cell: 713 [477, 1112, 501, 1124]
serial-cell: 725 [477, 1268, 501, 1308]
total-area-cell: 0.0780 [627, 721, 661, 789]
kisam-cell: ଶାରଦ ଅନୁତ୍ତୋଳନୀୟ ଦୁଇ [698, 666, 738, 678]
proposed-area-cell: 0.0780 [661, 721, 697, 789]
